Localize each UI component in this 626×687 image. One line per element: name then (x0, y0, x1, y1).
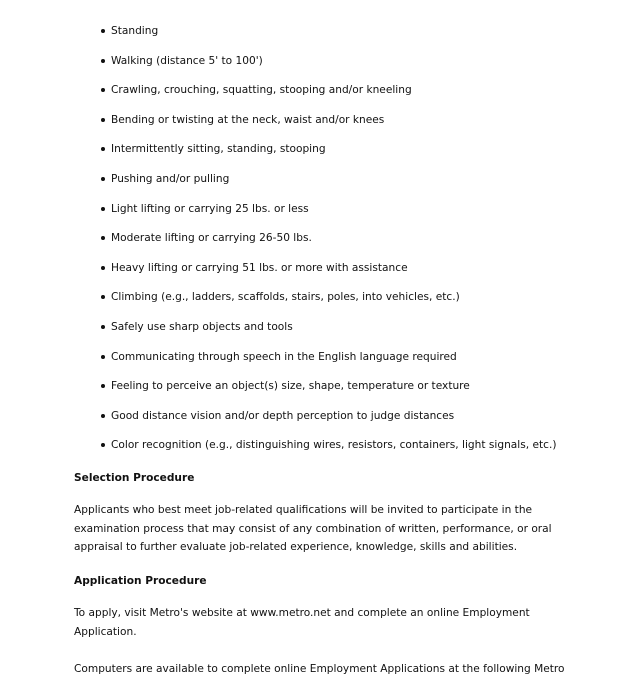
list-item-text: Communicating through speech in the English language required (111, 351, 457, 363)
list-item-text: Intermittently sitting, standing, stooping (111, 143, 326, 155)
paragraph-line: examination process that may consist of any combination of written, performance, or oral (74, 522, 552, 535)
list-item (111, 202, 309, 216)
paragraph-line: Computers are available to complete online Employment Applications at the following Metro (74, 663, 565, 675)
list-item (111, 142, 326, 156)
bullet-icon (101, 236, 105, 240)
list-item (111, 24, 158, 38)
list-item-text: Light lifting or carrying 25 lbs. or less (111, 203, 309, 215)
list-item (111, 172, 229, 186)
application-procedure-paragraph (74, 604, 554, 641)
bullet-icon (101, 384, 105, 388)
selection-procedure-paragraph (74, 501, 554, 557)
bullet-icon (101, 59, 105, 63)
list-item (111, 261, 408, 275)
bullet-icon (101, 88, 105, 92)
bullet-icon (101, 29, 105, 33)
list-item-text: Bending or twisting at the neck, waist and/or knees (111, 114, 385, 126)
list-item-text: Walking (distance 5' to 100') (111, 55, 263, 67)
bullet-icon (101, 118, 105, 122)
list-item (111, 83, 412, 97)
list-item (111, 350, 457, 364)
bullet-icon (101, 207, 105, 211)
paragraph-line: Application. (74, 625, 137, 638)
list-item (111, 113, 384, 127)
bullet-icon (101, 325, 105, 329)
list-item (111, 290, 460, 304)
list-item-text: Standing (111, 25, 159, 37)
list-item (111, 320, 293, 334)
list-item-text: Safely use sharp objects and tools (111, 321, 293, 333)
bullet-icon (101, 295, 105, 299)
paragraph-line: appraisal to further evaluate job-related experience, knowledge, skills and abilities. (74, 541, 518, 553)
selection-procedure-heading: Selection Procedure (74, 472, 195, 484)
list-item (111, 54, 263, 68)
bullet-icon (101, 414, 105, 418)
bullet-icon (101, 266, 105, 270)
bullet-icon (101, 177, 105, 181)
list-item (111, 409, 454, 423)
list-item-text: Feeling to perceive an object(s) size, shape, temperature or texture (111, 380, 470, 392)
list-item (111, 379, 470, 393)
list-item-text: Color recognition (e.g., distinguishing wires, resistors, containers, light signals, etc.) (111, 439, 557, 451)
list-item-text: Moderate lifting or carrying 26-50 lbs. (111, 232, 312, 244)
paragraph-line: Applicants who best meet job-related qualifications will be invited to participate in the (74, 504, 533, 516)
paragraph-line: To apply, visit Metro's website at www.metro.net and complete an online Employment (74, 607, 530, 619)
list-item (111, 231, 312, 245)
list-item (111, 438, 556, 452)
list-item-text: Heavy lifting or carrying 51 lbs. or more with assistance (111, 262, 408, 274)
list-item-text: Climbing (e.g., ladders, scaffolds, stairs, poles, into vehicles, etc.) (111, 291, 460, 303)
list-item-text: Good distance vision and/or depth perception to judge distances (111, 410, 455, 422)
computers-available-paragraph (74, 660, 565, 679)
bullet-icon (101, 355, 105, 359)
application-procedure-heading: Application Procedure (74, 575, 207, 587)
bullet-icon (101, 147, 105, 151)
bullet-icon (101, 443, 105, 447)
list-item-text: Pushing and/or pulling (111, 173, 230, 185)
list-item-text: Crawling, crouching, squatting, stooping and/or kneeling (111, 84, 412, 96)
